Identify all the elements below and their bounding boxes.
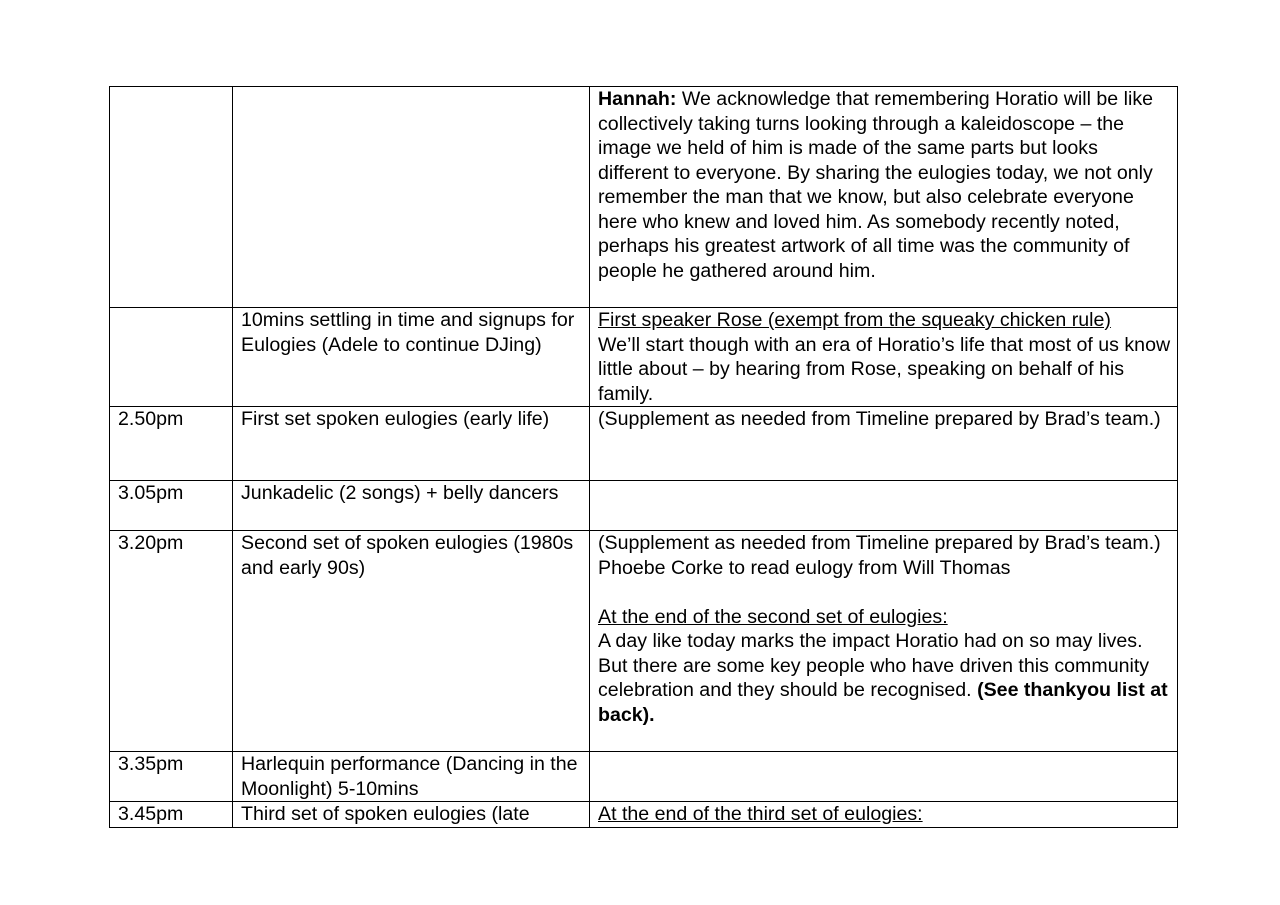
time-cell: 2.50pm <box>110 407 233 481</box>
blank-line <box>598 580 1173 605</box>
table-row <box>110 531 1178 752</box>
item-cell: Third set of spoken eulogies (late <box>233 802 590 828</box>
notes-line: Phoebe Corke to read eulogy from Will Thomas <box>598 556 1011 579</box>
notes-cell <box>590 87 1178 308</box>
item-cell <box>233 87 590 308</box>
table-row <box>110 87 1178 308</box>
notes-cell <box>590 531 1178 752</box>
table-row <box>110 802 1178 828</box>
time-cell <box>110 87 233 308</box>
notes-cell: (Supplement as needed from Timeline prepared by Brad’s team.) <box>590 407 1178 481</box>
item-cell: 10mins settling in time and signups for Eulogies (Adele to continue DJing) <box>233 308 590 407</box>
item-cell: Harlequin performance (Dancing in the Moonlight) 5-10mins <box>233 752 590 802</box>
notes-cell <box>590 308 1178 407</box>
notes-cell <box>590 752 1178 802</box>
item-cell: Junkadelic (2 songs) + belly dancers <box>233 481 590 531</box>
notes-text: We acknowledge that remembering Horatio will be like collectively taking turns looking through a kaleidoscope – the image we held of him is made of the same parts but looks different to everyone. By sharing the eulogies today, we not only remember the man that we know, but also celebrate everyone here who knew and loved him. As somebody recently noted, perhaps his greatest artwork of all time was the community of people he gathered around him. <box>598 88 1154 282</box>
table-row <box>110 407 1178 481</box>
notes-heading: At the end of the third set of eulogies: <box>598 803 923 825</box>
time-cell: 3.45pm <box>110 802 233 828</box>
notes-text: A day like today marks the impact Horatio had on so may lives. But there are some key people who have driven this community celebration and they should be recognised. <box>598 630 1150 701</box>
notes-text: We’ll start though with an era of Horatio’s life that most of us know little about – by hearing from Rose, speaking on behalf of his family. <box>598 333 1171 405</box>
notes-heading: First speaker Rose (exempt from the squeaky chicken rule) <box>598 309 1111 331</box>
time-cell <box>110 308 233 407</box>
notes-line: (Supplement as needed from Timeline prepared by Brad’s team.) <box>598 532 1161 554</box>
item-cell: First set spoken eulogies (early life) <box>233 407 590 481</box>
notes-cell <box>590 802 1178 828</box>
time-cell: 3.05pm <box>110 481 233 531</box>
table-row <box>110 752 1178 802</box>
time-cell: 3.35pm <box>110 752 233 802</box>
table-row <box>110 308 1178 407</box>
time-cell: 3.20pm <box>110 531 233 752</box>
notes-heading: At the end of the second set of eulogies: <box>598 605 948 628</box>
notes-cell <box>590 481 1178 531</box>
item-cell: Second set of spoken eulogies (1980s and early 90s) <box>233 531 590 752</box>
speaker-name: Hannah: <box>598 88 677 110</box>
program-schedule-table <box>109 86 1178 828</box>
table-row <box>110 481 1178 531</box>
notes-bold-text: (See thankyou list at back). <box>598 679 1168 726</box>
